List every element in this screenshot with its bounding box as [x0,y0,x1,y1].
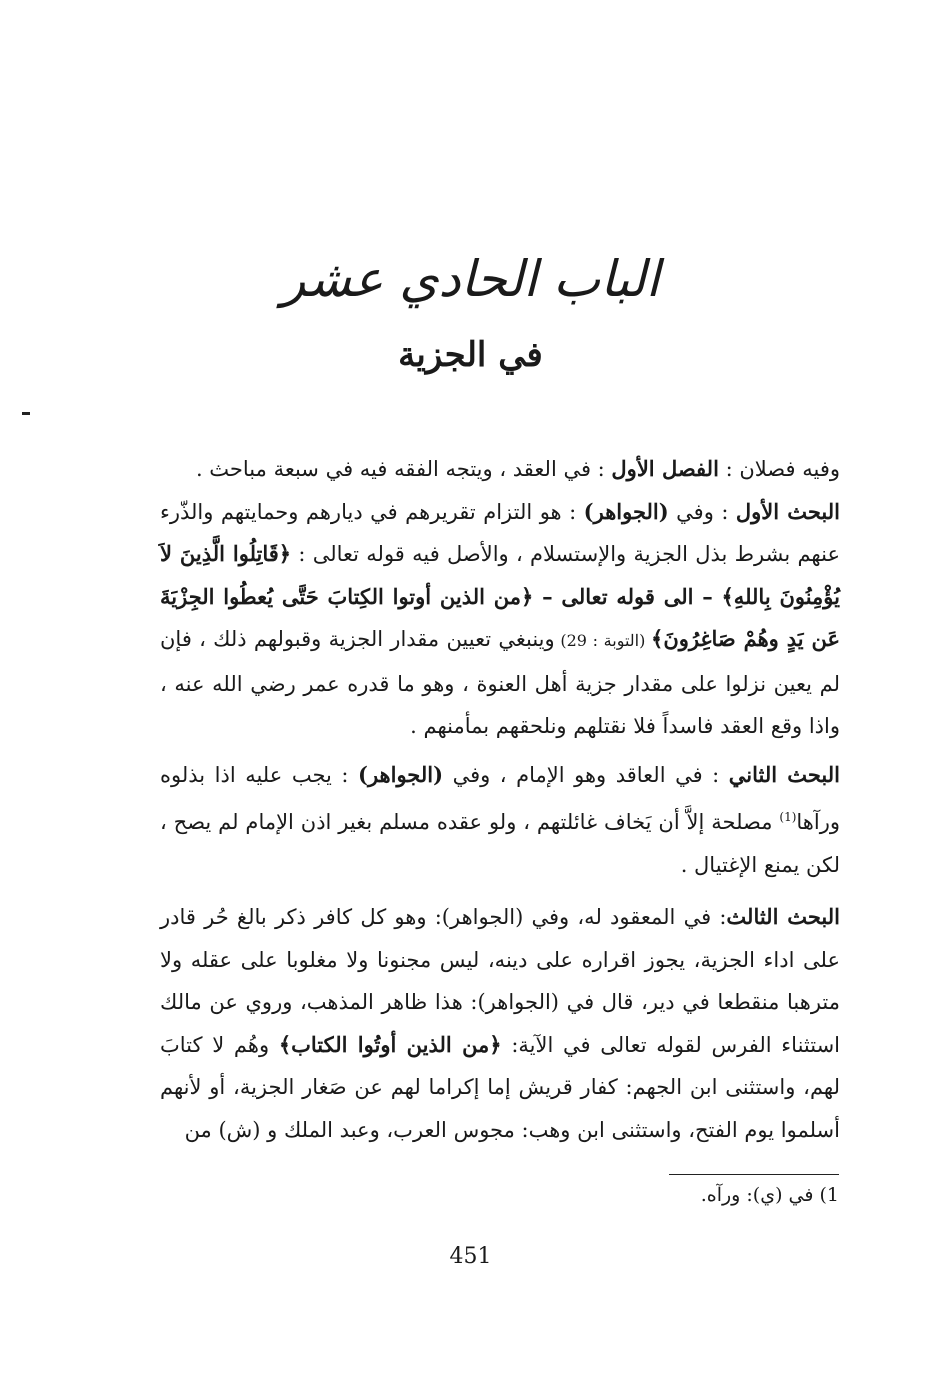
p1-text-2: : في العقد ، ويتجه الفقه فيه في سبعة مباحث . [195,457,612,481]
footnote: 1) في (ي): ورآه. [700,1184,839,1206]
section-title: في الجزية [398,335,543,375]
p2-bold-1: البحث الأول [735,498,840,524]
page-number: 451 [449,1244,492,1269]
p2-bold-2: (الجواهر) [583,498,669,524]
p3-footnote-marker: (1) [779,810,797,824]
p2-text-1: : وفي [668,499,736,524]
paragraph-2 [160,491,840,748]
p3-text-2: : يجب عليه اذا بذلوه ورآها [160,762,840,834]
body-text [160,448,840,1151]
p2-text-2: : هو التزام تقريرهم في ديارهم وحمايتهم والذّرء عنهم بشرط بذل الجزية والإستسلام ، والأصل فيه قوله تعالى : [160,499,840,566]
paragraph-3 [160,754,840,887]
p2-verse-reference: (التوبة : 29) [554,631,652,650]
p3-bold-1: البحث الثاني [728,761,841,787]
p4-text-1: : في المعقود له، وفي (الجواهر): وهو كل كافر ذكر بالغ حُر قادر على اداء الجزية، يجوز اقراره على دينه، ليس مجنونا ولا مغلوبا على عقله ولا مترهبا منقطعا في دير، قال في (الجواهر): هذا ظاهر المذهب، وروي عن مالك استثناء الفرس لقوله تعالى في الآية: [160,905,841,1057]
p3-text-1: : في العاقد وهو الإمام ، وفي [443,762,729,787]
p2-quran-verse: ﴿قَاتِلُوا الَّذِينَ لاَ يُؤْمِنُونَ بِاللهِ﴾ – الى قوله تعالى – ﴿من الذين أوتوا الكِتابَ حَتَّى يُعطُوا الجِزْيَةَ عَن يَدٍ وهُمْ صَاغِرُونَ﴾ [160,541,840,651]
margin-mark [22,412,30,415]
p3-text-3: مصلحة إلاَّ أن يَخاف غائلتهم ، ولو عقده مسلم بغير اذن الإمام لم يصح ، لكن يمنع الإغتيال . [160,810,840,877]
p1-bold-1: الفصل الأول [611,456,719,481]
p3-bold-2: (الجواهر) [358,761,444,787]
p4-bold-1: البحث الثالث [726,904,841,929]
paragraph-1 [160,448,840,491]
p1-text-1: وفيه فصلان : [718,457,840,481]
paragraph-4 [160,896,840,1151]
p4-bold-2: ﴿من الذين أوتُوا الكتاب﴾ [278,1031,502,1057]
p2-text-3: وينبغي تعيين مقدار الجزية وقبولهم ذلك ، فإن لم يعين نزلوا على مقدار جزية أهل العنوة ، وهو ما قدره عمر رضي الله عنه ، واذا وقع العقد فاسداً فلا نقتلهم ونلحقهم بمأمنهم . [160,627,840,738]
p4-text-2: وهُم لا كتابَ لهم، واستثنى ابن الجهم: كفار قريش إما إكراما لهم عن صَغار الجزية، أو لأنهم أسلموا يوم الفتح، واستثنى ابن وهب: مجوس العرب، وعبد الملك و (ش) من [160,1032,840,1142]
footnote-rule [669,1174,839,1175]
chapter-title: الباب الحادي عشر [281,250,660,308]
